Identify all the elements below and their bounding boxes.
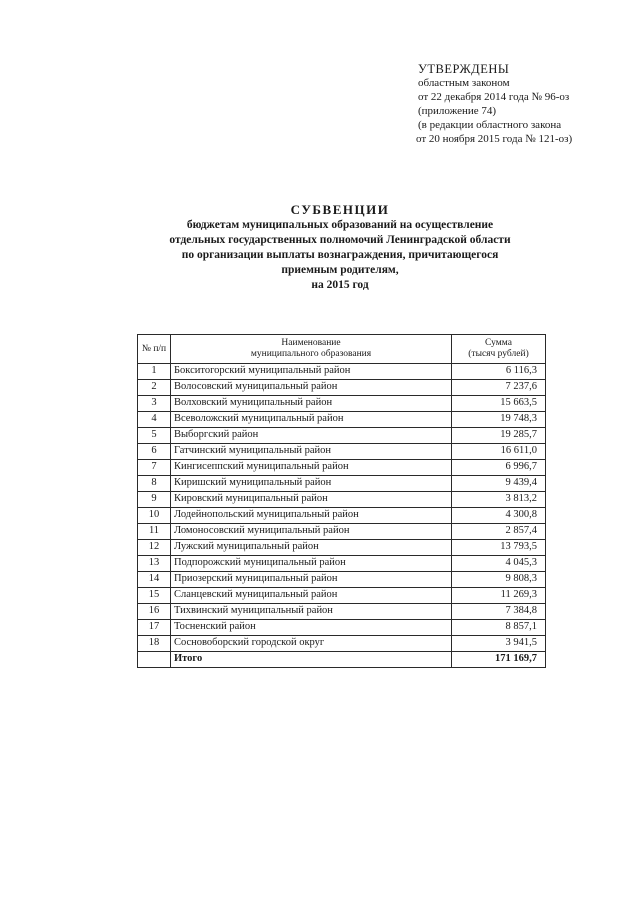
row-num: 2 (138, 380, 171, 396)
approval-line-5: от 20 ноября 2015 года № 121-оз) (416, 133, 573, 145)
table-total-row (138, 652, 546, 668)
table-row (138, 444, 546, 460)
total-num-cell (138, 652, 171, 668)
header-name (171, 335, 452, 364)
table-row (138, 524, 546, 540)
table-row (138, 476, 546, 492)
row-sum: 6 996,7 (452, 460, 546, 476)
header-sum-line-2: (тысяч рублей) (468, 349, 529, 359)
row-num: 10 (138, 508, 171, 524)
row-name: Тихвинский муниципальный район (171, 604, 452, 620)
row-name: Бокситогорский муниципальный район (171, 364, 452, 380)
row-name: Волосовский муниципальный район (171, 380, 452, 396)
row-num: 9 (138, 492, 171, 508)
table-row (138, 540, 546, 556)
row-num: 16 (138, 604, 171, 620)
header-num: № п/п (138, 335, 171, 364)
row-name: Лужский муниципальный район (171, 540, 452, 556)
approval-line-1: областным законом (418, 77, 510, 89)
table-row (138, 572, 546, 588)
row-sum: 7 237,6 (452, 380, 546, 396)
row-sum: 16 611,0 (452, 444, 546, 460)
title-line-5: на 2015 год (311, 279, 369, 291)
row-num: 14 (138, 572, 171, 588)
row-name: Волховский муниципальный район (171, 396, 452, 412)
table-row (138, 604, 546, 620)
subvention-table (137, 334, 546, 668)
row-num: 11 (138, 524, 171, 540)
row-name: Киришский муниципальный район (171, 476, 452, 492)
row-sum: 4 045,3 (452, 556, 546, 572)
row-name: Сланцевский муниципальный район (171, 588, 452, 604)
approval-stamp (418, 62, 572, 146)
header-name-line-1: Наименование (281, 338, 341, 348)
row-sum: 2 857,4 (452, 524, 546, 540)
row-sum: 9 439,4 (452, 476, 546, 492)
table-row (138, 508, 546, 524)
table-row (138, 428, 546, 444)
row-num: 1 (138, 364, 171, 380)
total-label: Итого (171, 652, 452, 668)
row-sum: 6 116,3 (452, 364, 546, 380)
row-num: 15 (138, 588, 171, 604)
row-name: Всеволожский муниципальный район (171, 412, 452, 428)
row-num: 12 (138, 540, 171, 556)
row-sum: 7 384,8 (452, 604, 546, 620)
table-row (138, 492, 546, 508)
table-row (138, 396, 546, 412)
table-row (138, 364, 546, 380)
approval-line-4: (в редакции областного закона (418, 119, 562, 131)
row-sum: 15 663,5 (452, 396, 546, 412)
total-sum: 171 169,7 (452, 652, 546, 668)
title-line-3: по организации выплаты вознаграждения, причитающегося (181, 249, 499, 261)
row-num: 13 (138, 556, 171, 572)
table-row (138, 556, 546, 572)
row-num: 3 (138, 396, 171, 412)
row-num: 5 (138, 428, 171, 444)
table-row (138, 460, 546, 476)
title-line-2: отдельных государственных полномочий Ленинградской области (169, 234, 511, 246)
header-name-line-2: муниципального образования (250, 349, 372, 359)
header-sum-line-1: Сумма (485, 338, 512, 348)
row-sum: 11 269,3 (452, 588, 546, 604)
table-row (138, 380, 546, 396)
title-main: СУБВЕНЦИИ (290, 202, 390, 217)
row-name: Приозерский муниципальный район (171, 572, 452, 588)
table-row (138, 588, 546, 604)
row-num: 6 (138, 444, 171, 460)
row-sum: 4 300,8 (452, 508, 546, 524)
row-name: Гатчинский муниципальный район (171, 444, 452, 460)
row-sum: 3 941,5 (452, 636, 546, 652)
row-name: Сосновоборский городской округ (171, 636, 452, 652)
title-line-4: приемным родителям, (281, 264, 399, 276)
row-num: 17 (138, 620, 171, 636)
row-sum: 9 808,3 (452, 572, 546, 588)
row-name: Подпорожский муниципальный район (171, 556, 452, 572)
table-row (138, 620, 546, 636)
table-row (138, 636, 546, 652)
row-num: 4 (138, 412, 171, 428)
row-sum: 19 748,3 (452, 412, 546, 428)
approval-line-2: от 22 декабря 2014 года № 96-оз (418, 91, 570, 103)
row-sum: 13 793,5 (452, 540, 546, 556)
table-header-row (138, 335, 546, 364)
approval-heading: УТВЕРЖДЕНЫ (418, 62, 510, 76)
row-sum: 3 813,2 (452, 492, 546, 508)
table-row (138, 412, 546, 428)
row-name: Выборгский район (171, 428, 452, 444)
row-num: 8 (138, 476, 171, 492)
row-sum: 8 857,1 (452, 620, 546, 636)
row-name: Лодейнопольский муниципальный район (171, 508, 452, 524)
title-line-1: бюджетам муниципальных образований на осуществление (186, 219, 494, 231)
approval-line-3: (приложение 74) (418, 105, 497, 117)
header-sum (452, 335, 546, 364)
row-num: 18 (138, 636, 171, 652)
document-title (130, 202, 550, 293)
row-name: Ломоносовский муниципальный район (171, 524, 452, 540)
row-name: Тосненский район (171, 620, 452, 636)
row-num: 7 (138, 460, 171, 476)
row-name: Кировский муниципальный район (171, 492, 452, 508)
row-name: Кингисеппский муниципальный район (171, 460, 452, 476)
row-sum: 19 285,7 (452, 428, 546, 444)
